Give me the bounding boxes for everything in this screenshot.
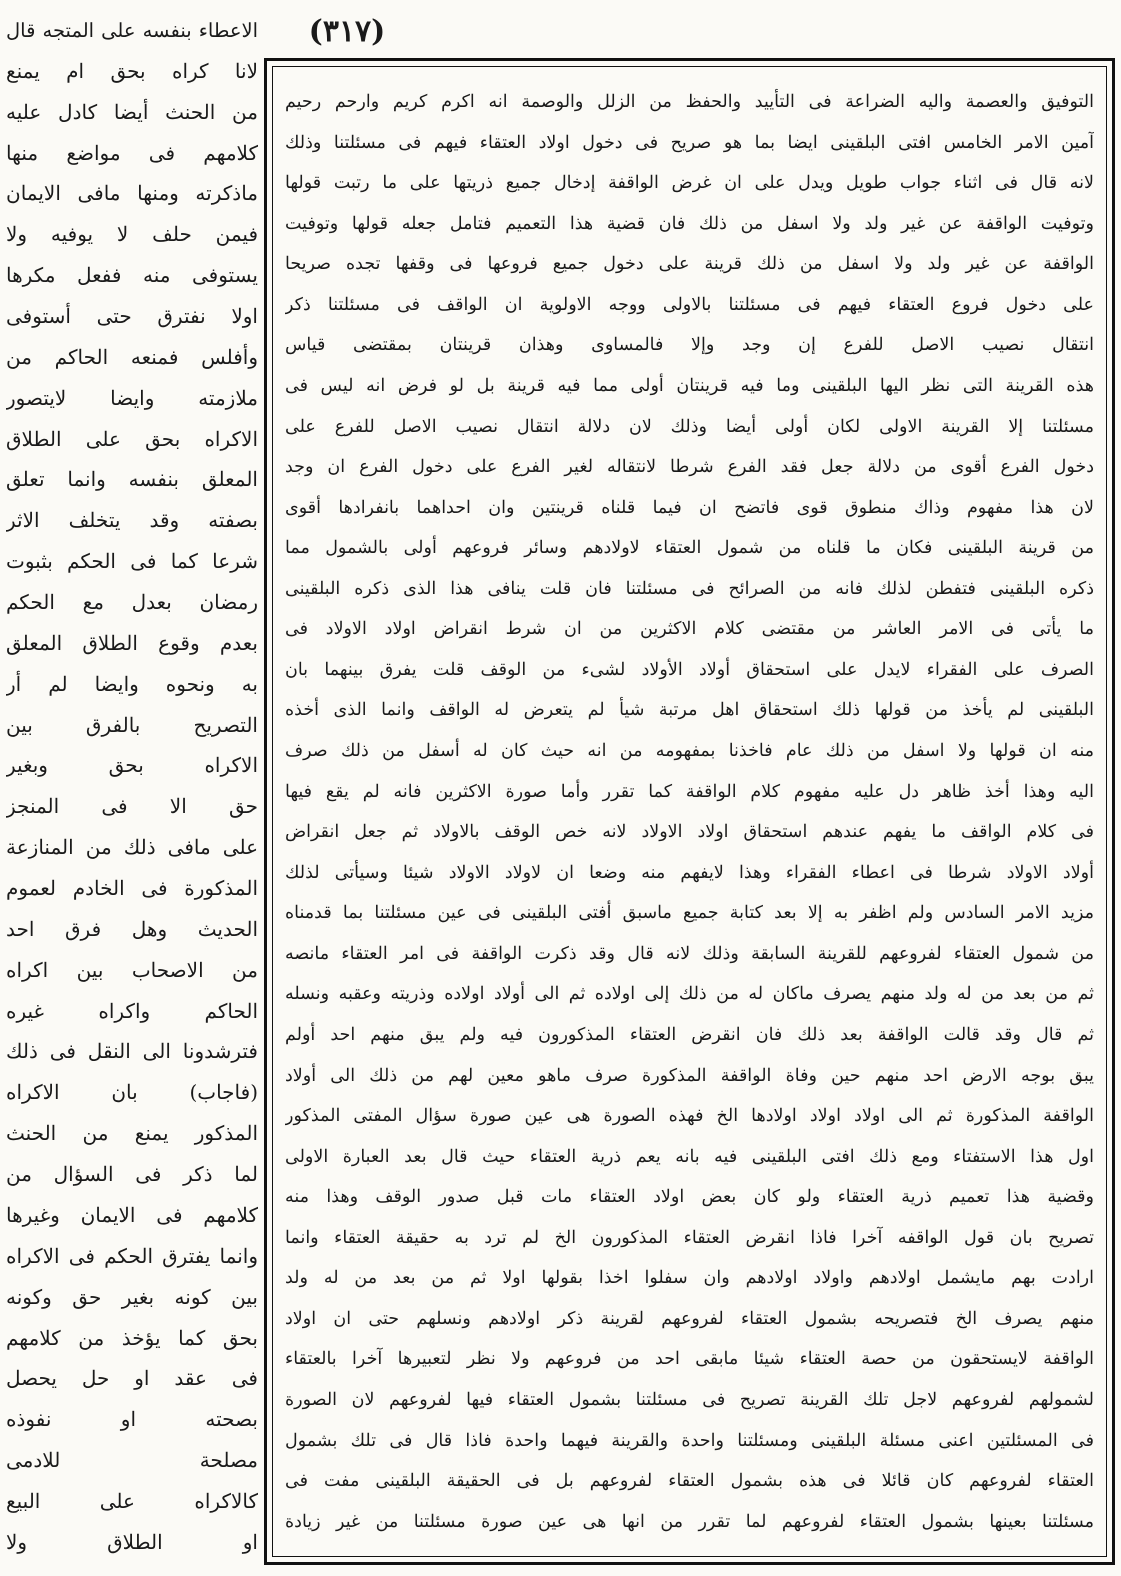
main-text-line: دخول الفرع أقوى من دلالة جعل فقد الفرع شرطا لانتقاله لغير الفرع على دخول الفرع ان وجد <box>285 457 1094 478</box>
main-text-line: ذكره البلقينى فتفطن لذلك فانه من الصرائح فى مسئلتنا فان قلت ينافى هذا الذى ذكره البلقينى <box>285 578 1094 599</box>
margin-text-line: بصفته وقد يتخلف الاثر <box>6 508 258 533</box>
margin-text-line: كلامهم فى الايمان وغيرها <box>6 1202 258 1227</box>
main-text-line: وتوفيت الواقفة عن غير ولد ولا اسفل من ذلك فان قضية هذا التعميم فتامل جعله قولها وتوفيت <box>285 213 1094 234</box>
main-text-line: يبق بوجه الارض احد منهم حين وفاة الواقفة المذكورة صرف ماهو معين لهم من ذلك الى أولاد <box>285 1065 1094 1086</box>
margin-text-line: المذكور يمنع من الحنث <box>6 1121 258 1146</box>
main-text-line: البلقينى لم يأخذ من قولها ذلك استحقاق اهل مرتبة شيأ لم يتعرض له الواقف وانما الذى أخذه <box>285 700 1094 721</box>
main-text-line: مسئلتنا إلا القرينة الاولى لكان أولى أيضا وذلك لان دلالة انتقال نصيب الاصل للفرع على <box>285 416 1094 437</box>
margin-text-line: لما ذكر فى السؤال من <box>6 1162 258 1187</box>
main-text-line: لشمولهم لفروعهم لاجل تلك القرينة تصريح فى مسئلتنا بشمول العتقاء فيها لفروعهم لان الصورة <box>285 1390 1094 1410</box>
page-number: (٣١٧) <box>308 14 386 49</box>
main-text-line: هذه القرينة التى نظر اليها البلقينى وما فيه قرينتان أولى مما فيه قرينة بل لو فرض انه ليس فى <box>285 375 1094 396</box>
margin-text-line: ماذكرته ومنها مافى الايمان <box>6 181 258 206</box>
margin-text-line: فى عقد او حل يحصل <box>6 1366 258 1391</box>
margin-text-line: شرعا كما فى الحكم بثبوت <box>6 549 258 574</box>
margin-text-line: من الاصحاب بين اكراه <box>6 957 258 982</box>
main-text-line: فى المسئلتين اعنى مسئلة البلقينى ومسئلتنا واحدة والقرينة فيهما واحدة فاذا قال فى تلك بشمول <box>285 1430 1094 1451</box>
margin-text-line: كالاكراه على البيع <box>6 1488 258 1513</box>
margin-text-line: بين كونه بغير حق وكونه <box>6 1284 258 1309</box>
main-text-line: اليه وهذا أخذ ظاهر دل عليه مفهوم كلام الواقفة كما تقرر وأما صورة الاكثرين فانه لم يقع فيها <box>285 781 1094 802</box>
margin-text-line: المعلق بنفسه وانما تعلق <box>6 467 258 492</box>
main-text-line: مزيد الامر السادس ولم اظفر به إلا بعد كتابة جميع ماسبق أفتى البلقينى فى عين مسئلتنا بما قدمناه <box>285 903 1094 924</box>
main-text-line: ما يأتى فى الامر العاشر من مقتضى كلام الاكثرين من ان شرط انقراض اولاد الاولاد فى <box>285 619 1094 640</box>
main-text-inner-border <box>272 66 1107 1557</box>
margin-text-line: بصحته او نفوذه <box>6 1407 258 1432</box>
main-text-line: أولاد الاولاد شرطا فى اعطاء الفقراء وهذا لايفهم منه وضعا ان لاولاد الاولاد شيئا وسيأتى لذلك <box>285 862 1094 883</box>
main-text-line: وقضية هذا تعميم ذرية العتقاء ولو كان بعض اولاد العتقاء مات قبل صدور الوقف وهذا منه <box>285 1187 1094 1208</box>
margin-text-line: الحاكم واكراه غيره <box>6 998 258 1023</box>
margin-text-line: من الحنث أيضا كادل عليه <box>6 99 258 124</box>
main-text-line: من شمول العتقاء لفروعهم للقرينة السابقة وذلك لانه قال وقد ذكرت الواقفة فى امر العتقاء مانصه <box>285 943 1094 964</box>
margin-text-line: وانما يفترق الحكم فى الاكراه <box>6 1243 258 1268</box>
main-text-line: لان هذا مفهوم وذاك منطوق قوى فاتضح ان فيما قلناه قرينتين وان احداهما بانفرادها أقوى <box>285 497 1094 518</box>
margin-text-line: الاكراه بحق وبغير <box>6 753 258 778</box>
margin-text-line: على مافى ذلك من المنازعة <box>6 835 258 860</box>
margin-text-line: الاكراه بحق على الطلاق <box>6 426 258 451</box>
main-text-line: انتقال نصيب الاصل للفرع إن وجد وإلا فالمساوى وهذان قرينتان بمقتضى قياس <box>285 335 1094 356</box>
main-text-line: الواقفة عن غير ولد ولا اسفل من ذلك قرينة على دخول جميع فروعها فى وقفها تجده صريحا <box>285 254 1094 275</box>
main-text-line: منهم يصرف الخ فتصريحه بشمول العتقاء لفروعهم لقرينة ذكر اولادهم ونسلهم حتى ان اولاد <box>285 1308 1094 1329</box>
main-text-frame <box>264 58 1115 1565</box>
main-text-body <box>285 87 1094 1538</box>
margin-text-line: (فاجاب) بان الاكراه <box>6 1080 258 1105</box>
margin-text-line: المذكورة فى الخادم لعموم <box>6 876 258 901</box>
main-text-line: ارادت بهم مايشمل اولادهم واولاد اولادهم وان سفلوا اخذا بقولها اولا ثم من بعد من له ولد <box>285 1268 1094 1289</box>
margin-text-line: به ونحوه وايضا لم أر <box>6 671 258 696</box>
margin-text-line: ملازمته وايضا لايتصور <box>6 385 258 410</box>
margin-text-line: يستوفى منه ففعل مكرها <box>6 263 258 288</box>
margin-text-line: وأفلس فمنعه الحاكم من <box>6 344 258 369</box>
main-text-line: الواقفة لايستحقون من حصة العتقاء شيئا مابقى احد من فروعهم ولا نظر لتعبيرها آخرا بالعتقاء <box>285 1349 1094 1370</box>
margin-commentary-column <box>6 14 258 1559</box>
main-text-line: فى كلام الواقف ما يفهم عندهم استحقاق اولاد الاولاد لانه خص الوقف بالاولاد ثم جعل انقراض <box>285 822 1094 843</box>
margin-text-line: فيمن حلف لا يوفيه ولا <box>6 222 258 247</box>
main-text-line: آمين الامر الخامس افتى البلقينى ايضا بما هو صريح فى دخول اولاد العتقاء فيهم فى مسئلتنا وذلك <box>285 132 1094 153</box>
main-text-line: مسئلتنا بعينها بشمول العتقاء لفروعهم لما تقرر من انها هى عين صورة مسئلتنا من غير زيادة <box>285 1511 1094 1532</box>
main-text-line: العتقاء لفروعهم كان قائلا فى هذه بشمول العتقاء لفروعهم بل فى الحقيقة البلقينى مفت فى <box>285 1471 1094 1492</box>
main-text-line: ثم من بعد من له ولد منهم يصرف ماكان له من ذلك إلى اولاده ثم الى أولاد اولاده وذريته وعقبه ونسله <box>285 984 1094 1005</box>
margin-text-line: لانا كراه بحق ام يمنع <box>6 58 258 83</box>
margin-text-line: كلامهم فى مواضع منها <box>6 140 258 165</box>
main-text-line: من قرينة البلقينى فكان ما قلناه من شمول العتقاء لاولادهم وسائر فروعهم أولى بالشمول مما <box>285 538 1094 559</box>
margin-text-line: بحق كما يؤخذ من كلامهم <box>6 1325 258 1350</box>
main-text-line: على دخول فروع العتقاء فيهم فى مسئلتنا بالاولى ووجه الاولوية ان الواقف فى مسئلتنا ذكر <box>285 294 1094 315</box>
main-text-line: اول هذا الاستفتاء ومع ذلك افتى البلقينى فيه بانه يعم ذرية العتقاء حيث قال بعد العبارة الاولى <box>285 1146 1094 1167</box>
main-text-line: الواقفة المذكورة ثم الى اولاد اولاد اولادها الخ فهذه الصورة هى عين صورة سؤال المفتى المذكور <box>285 1106 1094 1127</box>
margin-text-line: حق الا فى المنجز <box>6 794 258 819</box>
main-text-line: لانه قال فى اثناء جواب طويل ويدل على ان غرض الواقفة إدخال جميع ذريتها على ما رتبت قولها <box>285 173 1094 194</box>
margin-text-line: الحديث وهل فرق احد <box>6 916 258 941</box>
margin-text-line: مصلحة للادمى <box>6 1448 258 1473</box>
margin-text-line: الاعطاء بنفسه على المتجه قال <box>6 19 258 42</box>
main-text-line: ثم قال وقد قالت الواقفة بعد ذلك فان انقرض العتقاء المذكورون فيه ولم يبق منهم احد أولم <box>285 1024 1094 1045</box>
margin-text-line: بعدم وقوع الطلاق المعلق <box>6 630 258 655</box>
margin-text-line: او الطلاق ولا <box>6 1529 258 1554</box>
margin-text-line: فترشدونا الى النقل فى ذلك <box>6 1039 258 1064</box>
main-text-line: الصرف على الفقراء لايدل على استحقاق أولاد الأولاد لشىء من الوقف قلت يفرق بينهما بان <box>285 659 1094 680</box>
main-text-line: تصريح بان قول الواقفه آخرا فاذا انقرض العتقاء المذكورون الخ لم ترد به حقيقة العتقاء وانما <box>285 1227 1094 1248</box>
main-text-line: منه ان قولها ولا اسفل من ذلك عام فاخذنا بمفهومه من انه حيث كان له أسفل من ذلك صرف <box>285 741 1094 761</box>
margin-text-line: التصريح بالفرق بين <box>6 712 258 737</box>
main-text-line: التوفيق والعصمة واليه الضراعة فى التأييد والحفظ من الزلل والوصمة انه اكرم كريم وارحم رحيم <box>285 92 1094 112</box>
margin-text-line: رمضان بعدل مع الحكم <box>6 590 258 615</box>
margin-text-line: اولا نفترق حتى أستوفى <box>6 304 258 329</box>
